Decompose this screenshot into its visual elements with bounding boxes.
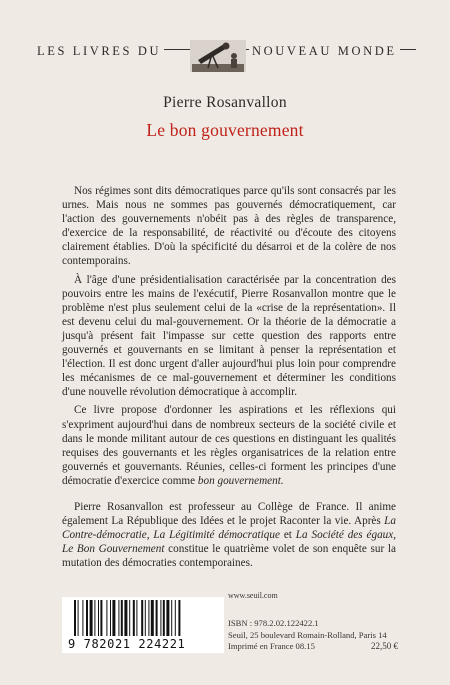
telescope-astronomer-icon (190, 40, 246, 72)
bio-sep: , (393, 529, 397, 542)
book-ref: Le Bon Gouvernement (62, 543, 165, 556)
isbn: ISBN : 978.2.02.122422.1 (228, 618, 319, 628)
blurb (62, 184, 396, 574)
paragraph: À l'âge d'une présidentialisation caractérisée par la concentration des pouvoirs entre les mains de l'exécutif, Pierre Rosanvallon montre que le problème n'est plus seulement celui de la «crise de la représentation». Il est devenu celui du mal-gouvernement. Or la théorie de la démocratie a jusqu'à présent fait l'impasse sur cette question des rapports entre gouvernés et gouvernants en se limitant à penser la représentation et l'élection. Il est donc urgent d'aller aujourd'hui plus loin pour comprendre les mécanismes de ce mal-gouvernement et déterminer les conditions d'une nouvelle révolution démocratique à accomplir. (62, 273, 396, 399)
barcode-digits: 9 782021 224221 (68, 637, 186, 651)
bio-sep: et (279, 529, 296, 542)
series-header (0, 40, 450, 74)
author-bio (62, 500, 396, 570)
bio-sep: , (146, 529, 154, 542)
publisher-website: www.seuil.com (228, 591, 278, 600)
paragraph-text: Ce livre propose d'ordonner les aspirations et les réflexions qui s'expriment aujourd'hui dans de nombreux secteurs de la société civile et dans le monde militant autour de ces questions en distinguant les qualités requises des gouvernants et les règles organisatrices de la relation entre gouvernés et gouvernants. Réunies, celles-ci forment les principes d'une démocratie d'exercice comme (62, 404, 396, 487)
author-name: Pierre Rosanvallon (163, 94, 287, 111)
bio-text: Pierre Rosanvallon est professeur au Collège de France. Il anime également La République des Idées et le projet Raconter la vie. Après (62, 500, 396, 528)
paragraph: Nos régimes sont dits démocratiques parce qu'ils sont consacrés par les urnes. Mais nous ne sommes pas gouvernés démocratiquement, car l'action des gouvernements n'obéit pas à des règles de transparence, d'exercice de la responsabilité, de réactivité ou d'écoute des citoyens clairement établies. D'où la spécificité du désarroi et de la colère de nos contemporains. (62, 185, 396, 268)
publication-info (228, 618, 387, 653)
book-title: Le bon gouvernement (146, 120, 304, 140)
bio-text: constitue le quatrième volet de son enquête sur la mutation des démocraties contemporaines. (62, 543, 396, 570)
book-ref: La Contre-démocratie (62, 515, 396, 542)
series-name-right: NOUVEAU MONDE (249, 44, 400, 59)
series-name-left: LES LIVRES DU (34, 44, 164, 59)
emphasis: bon gouvernement. (197, 474, 284, 487)
barcode-box (62, 597, 224, 653)
book-ref: La Légitimité démocratique (153, 529, 280, 542)
barcode-icon (70, 600, 216, 638)
book-ref: La Société des égaux (295, 529, 394, 542)
paragraph (62, 403, 396, 488)
print-info: Imprimé en France 08.15 (228, 641, 315, 651)
publisher-address: Seuil, 25 boulevard Romain-Rolland, Paris 14 (228, 629, 387, 640)
price: 22,50 € (371, 641, 398, 651)
